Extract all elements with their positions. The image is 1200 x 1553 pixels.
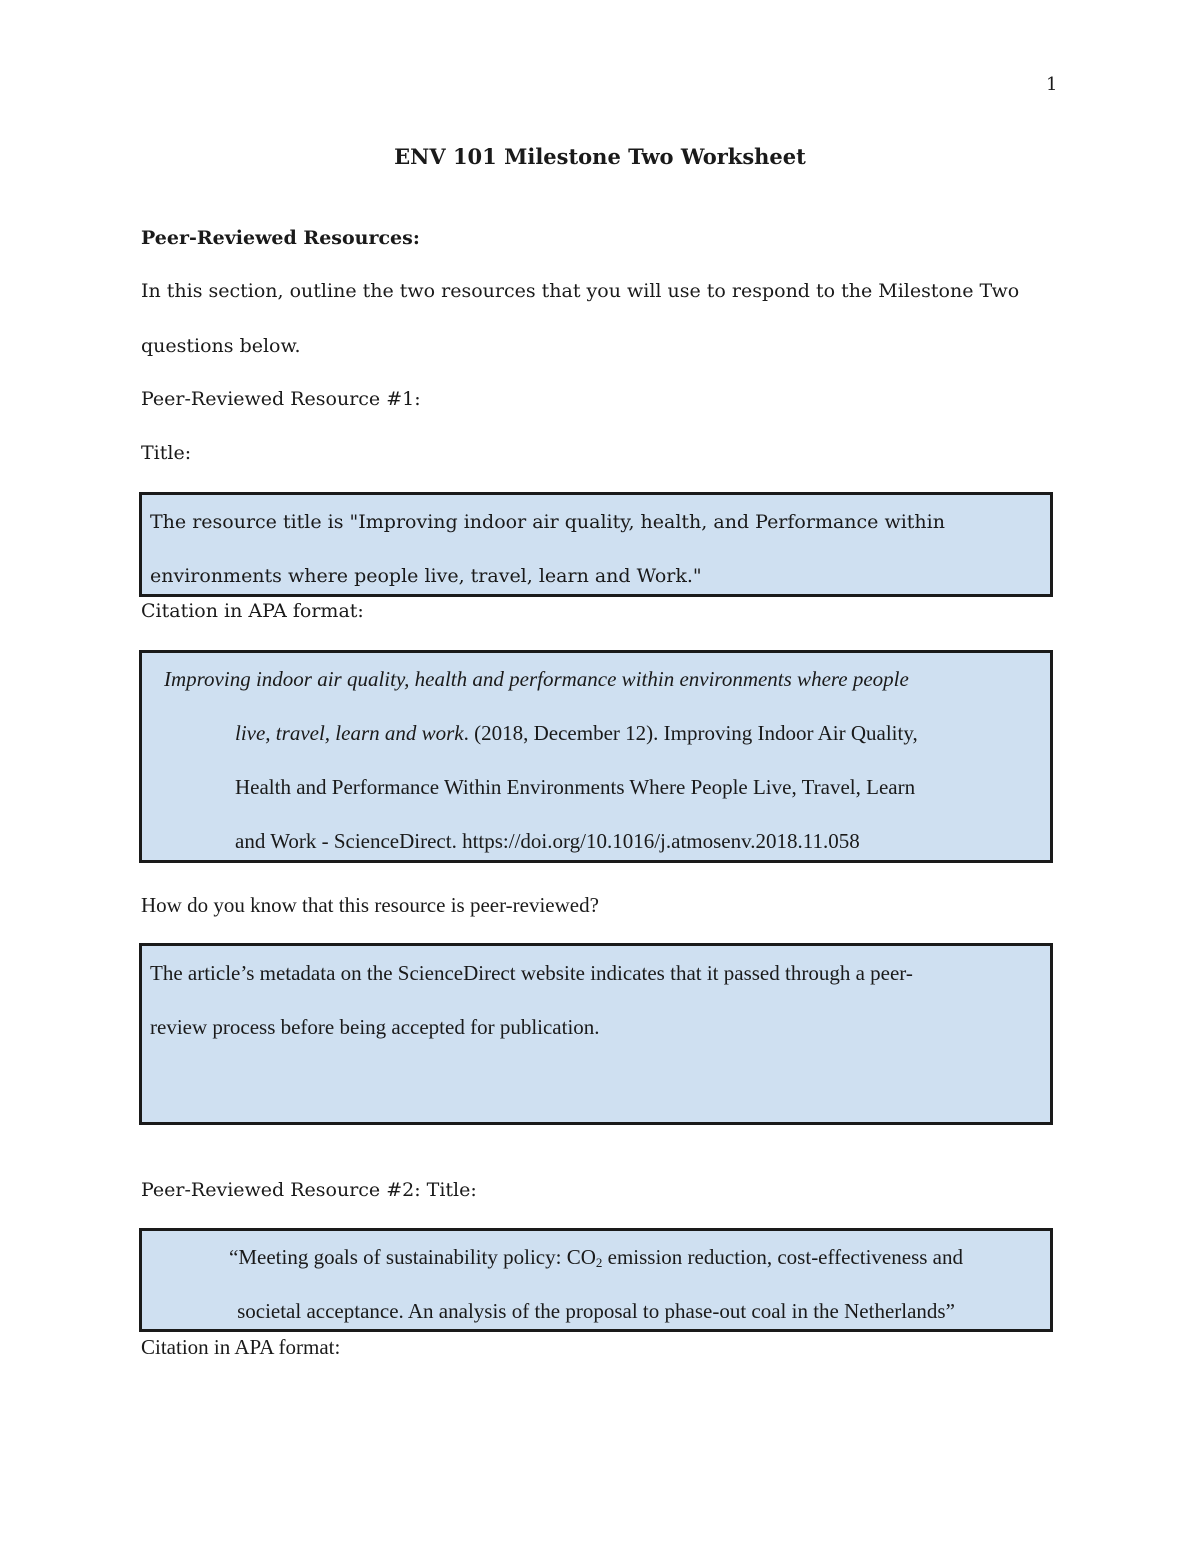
resource-2-title-line-2: societal acceptance. An analysis of the proposal to phase-out coal in the Netherlands” [237, 1299, 955, 1323]
document-title: ENV 101 Milestone Two Worksheet [394, 144, 806, 169]
page-number: 1 [1046, 74, 1058, 95]
resource-1-label: Peer-Reviewed Resource #1: [141, 388, 421, 410]
citation-line-3: Health and Performance Within Environments Where People Live, Travel, Learn [235, 775, 916, 799]
title-box-line-2: environments where people live, travel, learn and Work." [150, 565, 702, 587]
title-box-line-1: The resource title is "Improving indoor air quality, health, and Performance within [150, 511, 945, 533]
citation-italic-title-1: Improving indoor air quality, health and performance within environments where people [164, 667, 909, 691]
citation-line-1 [164, 666, 909, 692]
section-heading: Peer-Reviewed Resources: [141, 227, 420, 249]
citation-line-2 [235, 720, 918, 746]
peer-answer-line-2: review process before being accepted for publication. [150, 1015, 600, 1039]
resource-2-title-line-1: “Meeting goals of sustainability policy: $CO_2$ emission reduction, cost-effectiveness and [229, 1245, 963, 1270]
citation-italic-title-2: live, travel, learn and work [235, 721, 464, 745]
resource-1-citation-label: Citation in APA format: [141, 600, 364, 622]
subscript-2: 2 [595, 1255, 603, 1270]
citation-line-4: and Work - ScienceDirect. https://doi.org/10.1016/j.atmosenv.2018.11.058 [235, 829, 860, 853]
resource-2-citation-label: Citation in APA format: [141, 1335, 341, 1359]
citation-date: . (2018, December 12). Improving Indoor Air Quality, [463, 721, 918, 745]
peer-review-question: How do you know that this resource is peer-reviewed? [141, 893, 599, 917]
peer-review-answer-box [139, 943, 1053, 1125]
resource-1-title-box [139, 492, 1053, 597]
resource-1-title-label: Title: [141, 442, 192, 464]
peer-answer-line-1: The article’s metadata on the ScienceDirect website indicates that it passed through a peer- [150, 961, 913, 985]
resource-2-label: Peer-Reviewed Resource #2: Title: [141, 1179, 477, 1201]
intro-line-1: In this section, outline the two resources that you will use to respond to the Milestone Two [141, 280, 1020, 302]
intro-line-2: questions below. [141, 335, 301, 357]
resource-1-citation-box [139, 650, 1053, 863]
resource-2-title-box [139, 1228, 1053, 1332]
